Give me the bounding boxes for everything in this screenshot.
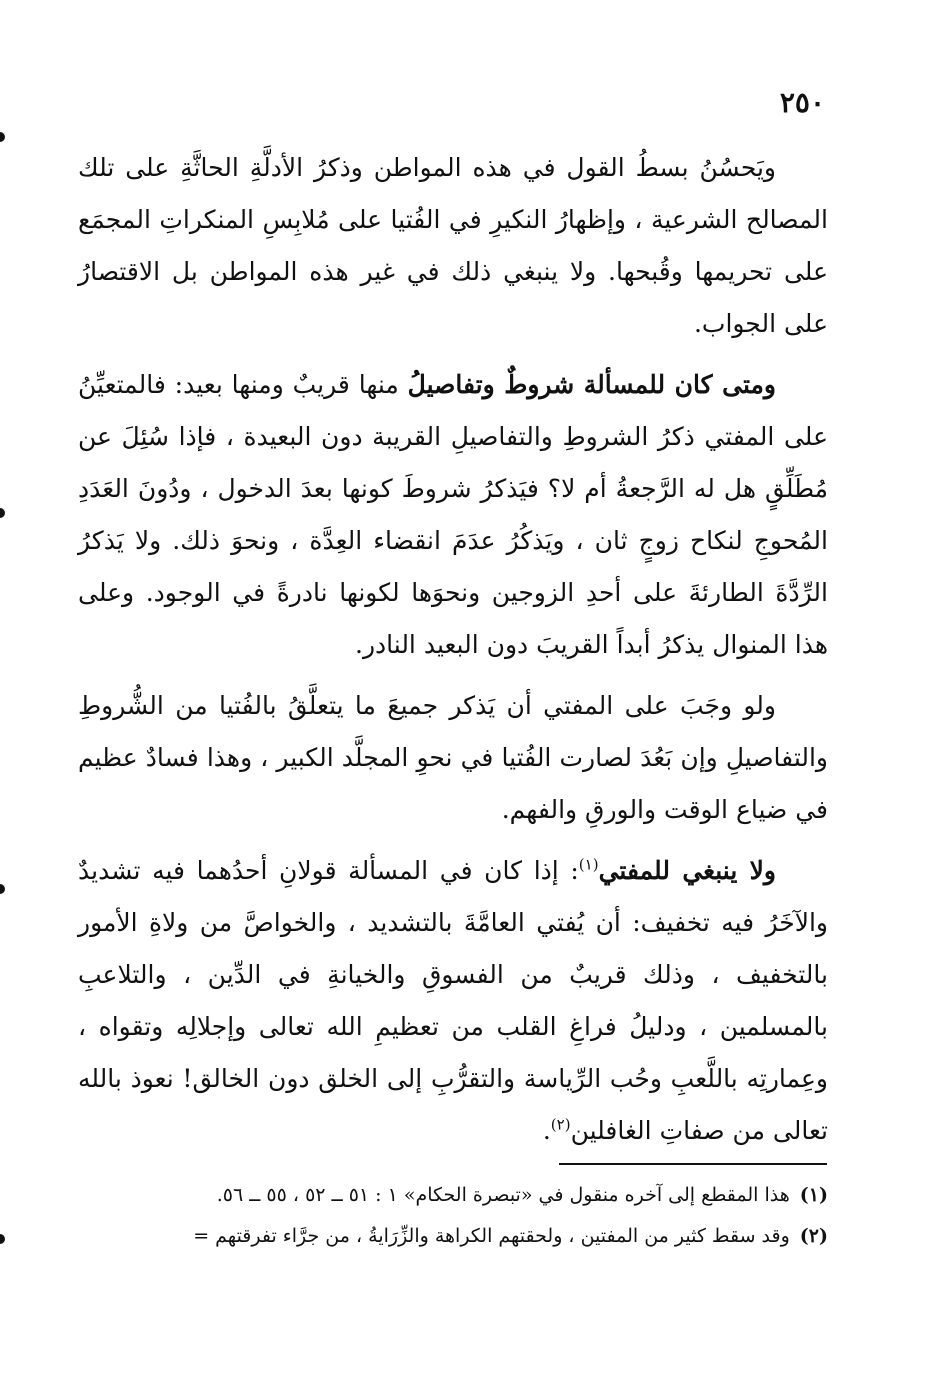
paragraph-2 (78, 359, 828, 671)
main-text (78, 142, 828, 1166)
paragraph-2-lead: ومتى كان للمسألة شروطٌ وتفاصيلُ (407, 370, 776, 399)
footnote-2-text: وقد سقط كثير من المفتين ، ولحقتهم الكراهة والزِّرَايةُ ، من جرَّاء تفرقتهم = (193, 1225, 790, 1247)
scan-edge-mark (0, 884, 5, 894)
footnote-ref-2[interactable]: (٢) (550, 1115, 571, 1134)
scan-edge-mark (0, 1234, 5, 1244)
paragraph-3-text: ولو وجَبَ على المفتي أن يَذكر جميعَ ما يتعلَّقُ بالفُتيا من الشُّروطِ والتفاصيلِ وإن بَعُدَ لصارت الفُتيا في نحوِ المجلَّد الكبير ، وهذا فسادٌ عظيم في ضياع الوقت والورقِ والفهم. (78, 691, 828, 824)
scan-edge-mark (0, 508, 5, 518)
paragraph-3 (78, 680, 828, 836)
paragraph-4-text: : إذا كان في المسألة قولانِ أحدُهما فيه تشديدٌ والآخَرُ فيه تخفيف: أن يُفتي العامَّةَ بالتشديد ، والخواصَّ من ولاةِ الأمور بالتخفيف ، وذلك قريبٌ من الفسوقِ والخيانةِ في الدِّين ، والتلاعبِ بالمسلمين ، ودليلُ فراغِ القلب من تعظيمِ الله تعالى وإجلالِه وتقواه ، وعِمارتِه باللَّعبِ وحُب الرِّياسة والتقرُّبِ إلى الخلق دون الخالق! نعوذ بالله تعالى من صفاتِ الغافلين (78, 856, 828, 1145)
footnote-2-number: (٢) (799, 1225, 828, 1247)
footnote-ref-1[interactable]: (١) (578, 855, 599, 874)
paragraph-4-end: . (542, 1116, 551, 1145)
paragraph-1 (78, 142, 828, 350)
footnote-separator (559, 1163, 827, 1165)
paragraph-4 (78, 845, 828, 1157)
footnotes (52, 1175, 828, 1257)
paragraph-2-text: منها قريبٌ ومنها بعيد: فالمتعيِّنُ على المفتي ذكرُ الشروطِ والتفاصيلِ القريبة دون البعيدة ، فإذا سُئِلَ عن مُطَلِّقٍ هل له الرَّجعةُ أم لا؟ فيَذكرُ شروطَ كونها بعدَ الدخول ، ودُونَ العَدَدِ المُحوجِ لنكاح زوجٍ ثان ، ويَذكُرُ عدَمَ انقضاء العِدَّة ، ونحوَ ذلك. ولا يَذكرُ الرِّدَّةَ الطارئةَ على أحدِ الزوجين ونحوَها لكونها نادرةً في الوجود. وعلى هذا المنوال يذكرُ أبداً القريبَ دون البعيد النادر. (78, 370, 828, 659)
paragraph-4-lead: ولا ينبغي للمفتي (598, 856, 776, 885)
paragraph-1-text: ويَحسُنُ بسطُ القول في هذه المواطن وذكرُ الأدلَّةِ الحاثَّةِ على تلك المصالح الشرعية ، وإظهارُ النكيرِ في الفُتيا على مُلابِسِ المنكراتِ المجمَع على تحريمها وقُبحها. ولا ينبغي ذلك في غير هذه المواطن بل الاقتصارُ على الجواب. (78, 153, 828, 338)
page-number: ٢٥٠ (779, 86, 825, 119)
footnote-1 (52, 1175, 828, 1216)
scan-edge-mark (0, 132, 5, 142)
footnote-2 (52, 1216, 828, 1257)
footnote-1-text: هذا المقطع إلى آخره منقول في «تبصرة الحكام» ١ : ٥١ ــ ٥٢ ، ٥٥ ــ ٥٦. (216, 1184, 790, 1206)
footnote-1-number: (١) (799, 1184, 828, 1206)
